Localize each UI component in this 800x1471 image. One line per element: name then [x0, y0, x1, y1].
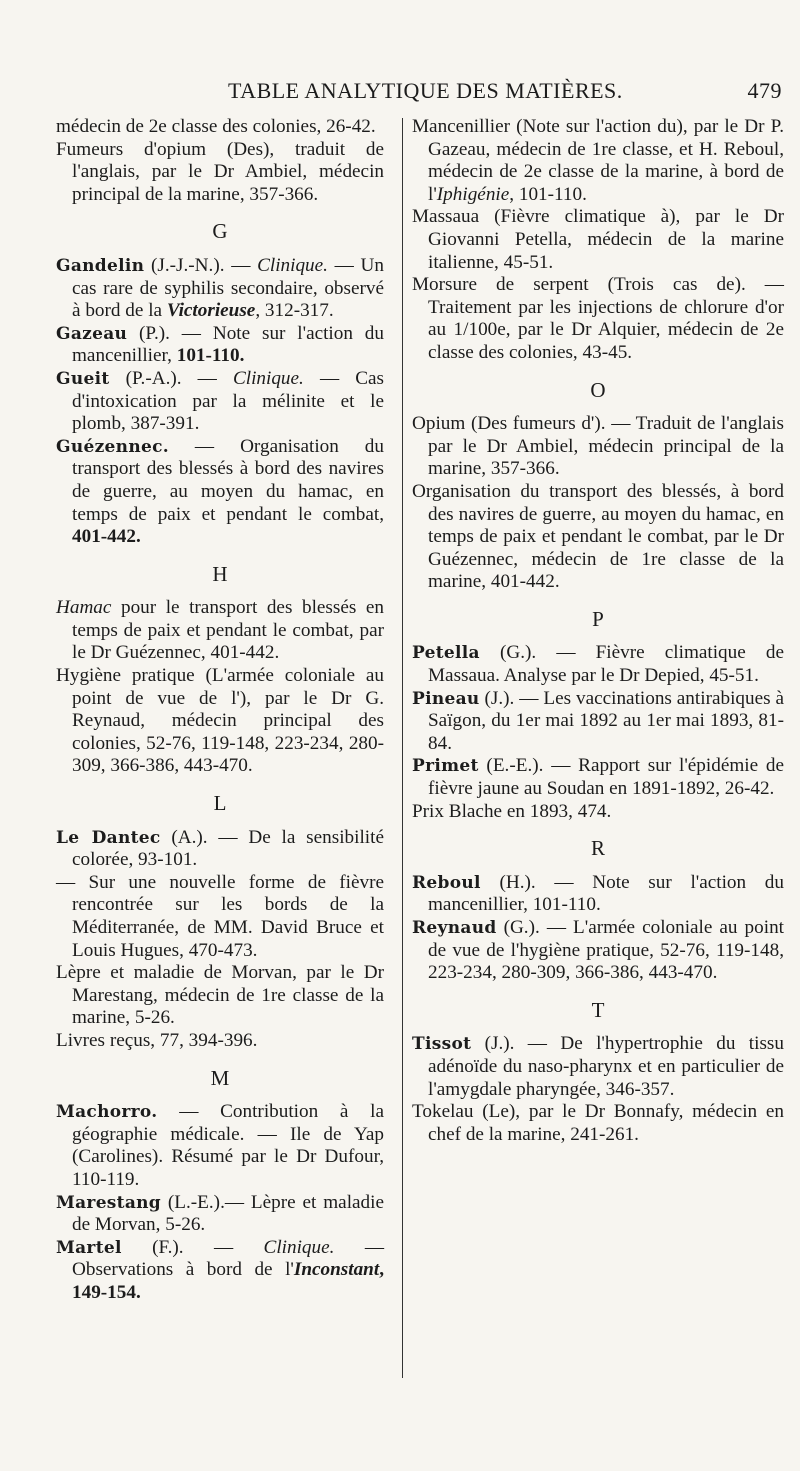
index-entry: Reboul (H.). — Note sur l'action du mancenillier, 101-110.: [412, 871, 784, 916]
index-entry: Opium (Des fumeurs d'). — Traduit de l'anglais par le Dr Ambiel, médecin principal de la marine, 357-366.: [412, 413, 784, 480]
index-entry: Marestang (L.-E.).— Lèpre et maladie de Morvan, 5-26.: [56, 1191, 384, 1236]
left-column: [56, 116, 384, 1305]
index-entry: Organisation du transport des blessés, à bord des navires de guerre, au moyen du hamac, en temps de paix et pendant le combat, par le Dr Guézennec, médecin de 1re classe de la marine, 401-442.: [412, 480, 784, 593]
index-entry: Primet (E.-E.). — Rapport sur l'épidémie de fièvre jaune au Soudan en 1891-1892, 26-42.: [412, 755, 784, 800]
index-entry: Hygiène pratique (L'armée coloniale au point de vue de l'), par le Dr G. Reynaud, médecin principal des colonies, 52-76, 119-148, 223-234, 280-309, 366-386, 443-470.: [56, 665, 384, 777]
index-entry: Massaua (Fièvre climatique à), par le Dr Giovanni Petella, médecin de la marine italienne, 45-51.: [412, 206, 784, 273]
section-letter-l: L: [213, 791, 227, 816]
index-entry: Machorro. — Contribution à la géographie médicale. — Ile de Yap (Carolines). Résumé par le Dr Dufour, 110-119.: [56, 1101, 384, 1190]
index-entry: Gueit (P.-A.). — Clinique. — Cas d'intoxication par la mélinite et le plomb, 387-391.: [56, 367, 384, 435]
index-entry: Lèpre et maladie de Morvan, par le Dr Marestang, médecin de 1re classe de la marine, 5-26.: [56, 962, 384, 1029]
section-letter-m: M: [210, 1065, 230, 1090]
index-entry: Tissot (J.). — De l'hypertrophie du tissu adénoïde du naso-pharynx et en particulier de l'amygdale pharyngée, 346-357.: [412, 1033, 784, 1100]
index-entry: Guézennec. — Organisation du transport des blessés à bord des navires de guerre, au moyen du hamac, en temps de paix et pendant le combat, 401-442.: [56, 435, 384, 548]
index-entry: Martel (F.). — Clinique. — Observations à bord de l'Inconstant, 149-154.: [56, 1236, 384, 1303]
page-number: 479: [747, 78, 782, 103]
index-entry: Gazeau (P.). — Note sur l'action du mancenillier, 101-110.: [56, 322, 384, 367]
index-entry: Tokelau (Le), par le Dr Bonnafy, médecin en chef de la marine, 241-261.: [412, 1101, 784, 1145]
index-entry: médecin de 2e classe des colonies, 26-42.: [56, 116, 376, 137]
index-entry: Hamac pour le transport des blessés en temps de paix et pendant le combat, par le Dr Guézennec, 401-442.: [56, 597, 384, 664]
index-entry: Morsure de serpent (Trois cas de). — Traitement par les injections de chlorure d'or au 1/100e, par le Dr Alquier, médecin de 2e classe des colonies, 43-45.: [412, 274, 784, 363]
index-entry: Pineau (J.). — Les vaccinations antirabiques à Saïgon, du 1er mai 1892 au 1er mai 1893, 81-84.: [412, 687, 784, 754]
index-entry: Reynaud (G.). — L'armée coloniale au point de vue de l'hygiène pratique, 52-76, 119-148, 223-234, 280-309, 366-386, 443-470.: [412, 917, 784, 984]
header-title: TABLE ANALYTIQUE DES MATIÈRES.: [228, 78, 623, 103]
section-letter-g: G: [212, 219, 228, 244]
column-divider: [402, 118, 403, 1378]
index-entry: Le Dantec (A.). — De la sensibilité colorée, 93-101.: [56, 826, 384, 871]
index-entry: — Sur une nouvelle forme de fièvre rencontrée sur les bords de la Méditerranée, de MM. David Bruce et Louis Hugues, 470-473.: [56, 871, 384, 961]
index-entry: Livres reçus, 77, 394-396.: [56, 1029, 258, 1051]
section-letter-o: O: [590, 377, 606, 402]
index-entry: Petella (G.). — Fièvre climatique de Massaua. Analyse par le Dr Depied, 45-51.: [412, 642, 784, 687]
index-entry: Fumeurs d'opium (Des), traduit de l'anglais, par le Dr Ambiel, médecin principal de la marine, 357-366.: [56, 138, 384, 205]
section-letter-h: H: [212, 561, 228, 586]
index-entry: Gandelin (J.-J.-N.). — Clinique. — Un cas rare de syphilis secondaire, observé à bord de la Victorieuse, 312-317.: [56, 254, 384, 322]
index-entry: Mancenillier (Note sur l'action du), par le Dr P. Gazeau, médecin de 1re classe, et H. Reboul, médecin de 2e classe de la marine, à bord de l'Iphigénie, 101-110.: [412, 116, 784, 205]
index-entry: Prix Blache en 1893, 474.: [412, 800, 612, 822]
right-column: [412, 116, 784, 1146]
section-letter-r: R: [590, 836, 605, 861]
section-letter-p: P: [592, 606, 604, 631]
section-letter-t: T: [591, 997, 605, 1022]
